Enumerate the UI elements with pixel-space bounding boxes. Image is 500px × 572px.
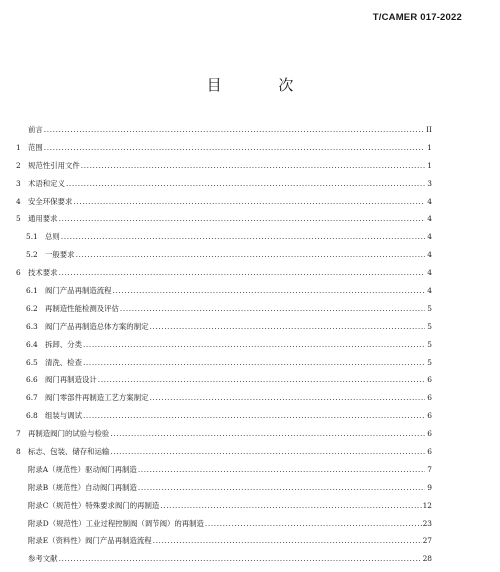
toc-entry-page: 6 [427, 375, 432, 385]
toc-entry-label: 附录A（规范性）驱动阀门再制造 [28, 464, 137, 474]
toc-entry[interactable] [16, 264, 432, 282]
toc-entry[interactable] [16, 497, 432, 515]
toc-leader-dots [83, 354, 425, 372]
toc-entry-page: 6 [427, 411, 432, 421]
toc-entry-number: 5.1 [26, 232, 38, 242]
toc-leader-dots [98, 371, 425, 389]
toc-entry-page: 5 [427, 303, 432, 313]
toc-entry-page: 5 [427, 357, 432, 367]
toc-entry-label: 附录D（规范性）工业过程控制阀（调节阀）的再制造 [28, 518, 204, 528]
toc-entry[interactable] [16, 139, 432, 157]
toc-leader-dots [113, 282, 425, 300]
toc-entry-label: 附录B（规范性）自动阀门再制造 [28, 482, 137, 492]
toc-leader-dots [153, 532, 422, 550]
toc-entry-page: 5 [427, 321, 432, 331]
toc-entry-number: 6.8 [26, 411, 38, 421]
toc-entry-label: 阀门零部件再制造工艺方案制定 [45, 393, 149, 403]
toc-entry-page: 6 [427, 393, 432, 403]
toc-entry-number: 8 [16, 447, 21, 457]
toc-entry[interactable] [16, 532, 432, 550]
toc-entry-number: 6.6 [26, 375, 38, 385]
toc-entry-label: 再制造性能检测及评估 [45, 303, 119, 313]
toc-entry-page: 28 [422, 554, 432, 564]
toc-entry[interactable] [16, 246, 432, 264]
toc-leader-dots [120, 300, 425, 318]
toc-entry-number: 6.4 [26, 339, 38, 349]
toc-entry-number: 6.1 [26, 286, 38, 296]
toc-entry-page: 1 [427, 160, 432, 170]
toc-entry[interactable] [16, 354, 432, 372]
toc-entry-label: 附录E（资料性）阀门产品再制造流程 [28, 536, 152, 546]
standard-code: T/CAMER 017-2022 [372, 12, 462, 23]
toc-entry-page: II [426, 125, 432, 134]
toc-entry[interactable] [16, 175, 432, 193]
table-of-contents [16, 121, 432, 568]
toc-entry-label: 规范性引用文件 [28, 160, 80, 170]
toc-leader-dots [110, 425, 425, 443]
toc-leader-dots [138, 479, 425, 497]
toc-entry-label: 范围 [28, 142, 43, 152]
toc-entry-page: 7 [427, 464, 432, 474]
toc-entry-label: 阀门产品再制造总体方案的制定 [45, 321, 149, 331]
toc-leader-dots [138, 461, 425, 479]
toc-entry-number: 6.3 [26, 321, 38, 331]
toc-entry-label: 一般要求 [45, 250, 75, 260]
toc-entry[interactable] [16, 371, 432, 389]
toc-entry-label: 组装与调试 [45, 411, 82, 421]
toc-entry-page: 27 [422, 536, 432, 546]
toc-entry-label: 再制造阀门的试验与检验 [28, 429, 110, 439]
toc-leader-dots [110, 443, 425, 461]
toc-entry-label: 术语和定义 [28, 178, 65, 188]
toc-entry-number: 4 [16, 196, 21, 206]
toc-entry-label: 通用要求 [28, 214, 58, 224]
toc-entry-page: 23 [422, 518, 432, 528]
toc-entry-label: 参考文献 [28, 554, 58, 564]
toc-entry-page: 4 [427, 250, 432, 260]
toc-entry-label: 阀门产品再制造流程 [45, 286, 112, 296]
toc-entry[interactable] [16, 389, 432, 407]
page-title: 目 次 [206, 76, 320, 94]
toc-entry[interactable] [16, 461, 432, 479]
toc-entry-page: 1 [427, 142, 432, 152]
toc-entry-number: 7 [16, 429, 21, 439]
toc-entry[interactable] [16, 121, 432, 139]
toc-entry[interactable] [16, 425, 432, 443]
toc-entry-number: 6.2 [26, 303, 38, 313]
toc-entry-number: 6.5 [26, 357, 38, 367]
toc-entry-label: 安全环保要求 [28, 196, 73, 206]
toc-entry[interactable] [16, 228, 432, 246]
toc-entry-number: 3 [16, 178, 21, 188]
toc-leader-dots [66, 175, 425, 193]
toc-entry-number: 1 [16, 142, 21, 152]
toc-entry-page: 6 [427, 429, 432, 439]
toc-entry-page: 6 [427, 447, 432, 457]
toc-entry-label: 前言 [28, 125, 43, 134]
toc-entry[interactable] [16, 479, 432, 497]
toc-entry-label: 阀门再制造设计 [45, 375, 97, 385]
toc-entry-page: 5 [427, 339, 432, 349]
toc-entry[interactable] [16, 157, 432, 175]
toc-entry-page: 4 [427, 268, 432, 278]
toc-entry-label: 标志、包装、储存和运输 [28, 447, 110, 457]
toc-entry[interactable] [16, 336, 432, 354]
toc-leader-dots [160, 497, 421, 515]
toc-entry-page: 9 [427, 482, 432, 492]
toc-leader-dots [59, 264, 425, 282]
toc-leader-dots [205, 515, 422, 533]
toc-leader-dots [44, 139, 425, 157]
toc-leader-dots [73, 193, 425, 211]
toc-entry-number: 2 [16, 160, 21, 170]
toc-leader-dots [59, 210, 425, 228]
toc-entry-label: 清洗、检查 [45, 357, 82, 367]
toc-entry-page: 12 [422, 500, 432, 510]
toc-entry-label: 总则 [45, 232, 60, 242]
toc-entry-number: 5 [16, 214, 21, 224]
toc-entry[interactable] [16, 282, 432, 300]
toc-leader-dots [149, 389, 425, 407]
toc-leader-dots [83, 336, 425, 354]
toc-entry-label: 附录C（规范性）特殊要求阀门的再制造 [28, 500, 160, 510]
toc-leader-dots [44, 121, 425, 139]
toc-entry[interactable] [16, 318, 432, 336]
toc-entry[interactable] [16, 515, 432, 533]
toc-entry-number: 6.7 [26, 393, 38, 403]
toc-entry[interactable] [16, 407, 432, 425]
toc-entry[interactable] [16, 550, 432, 568]
toc-entry-page: 4 [427, 196, 432, 206]
toc-entry-number: 5.2 [26, 250, 38, 260]
toc-entry[interactable] [16, 210, 432, 228]
toc-entry[interactable] [16, 443, 432, 461]
toc-entry-page: 3 [427, 178, 432, 188]
toc-entry-page: 4 [427, 286, 432, 296]
toc-entry-label: 技术要求 [28, 268, 58, 278]
toc-leader-dots [83, 407, 425, 425]
toc-entry[interactable] [16, 193, 432, 211]
toc-leader-dots [59, 550, 422, 568]
toc-entry-label: 拆卸、分类 [45, 339, 82, 349]
toc-leader-dots [76, 246, 425, 264]
toc-leader-dots [149, 318, 425, 336]
toc-entry-page: 4 [427, 232, 432, 242]
toc-leader-dots [81, 157, 425, 175]
toc-entry[interactable] [16, 300, 432, 318]
toc-entry-number: 6 [16, 268, 21, 278]
toc-leader-dots [61, 228, 425, 246]
toc-entry-page: 4 [427, 214, 432, 224]
